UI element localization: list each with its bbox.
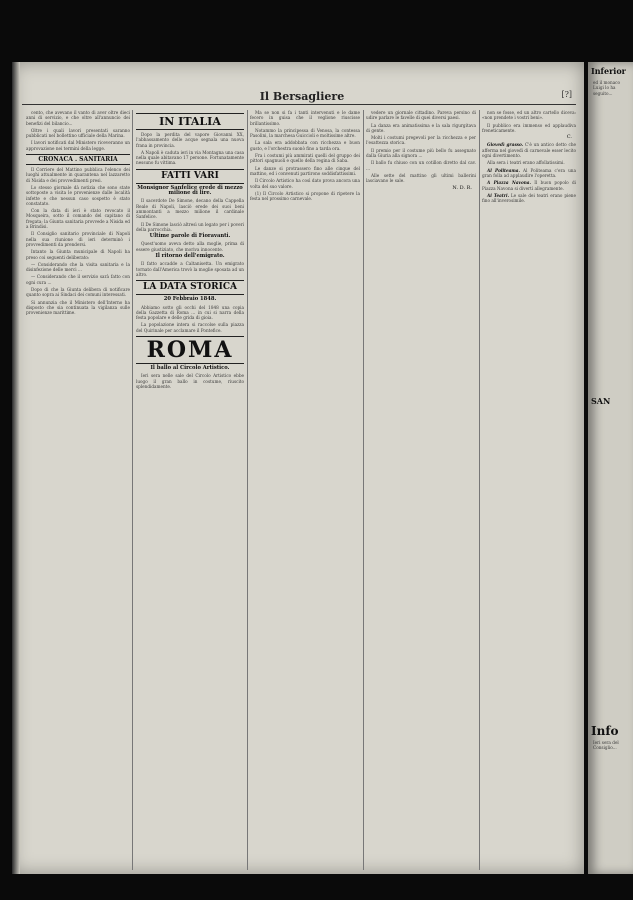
subheading: Ultime parole di Fioravanti. bbox=[149, 233, 231, 240]
footnote: (1) Il Circolo Artistico si propone di ripetere la festa nel prossimo carnevale. bbox=[250, 190, 360, 202]
column-rule bbox=[479, 110, 480, 870]
paragraph: cento, che avevano il vanto di aver oltre dieci anni di servizio, e che oltre all'annuncio dei benefizi del bilancio... bbox=[26, 110, 130, 126]
section-heading: ROMA bbox=[136, 336, 244, 364]
paragraph: Ma se non si fa i tanti intervenuti e le dame fecero in guisa che il veglione riuscisse brillantissimo. bbox=[250, 110, 360, 126]
subheading: Monsignor Sanfelice erede di mezzo milione di lire. bbox=[137, 184, 243, 197]
paragraph: Il fatto accadde a Caltanisetta. Un emigrato tornato dall'America trovò la moglie sposata ad un altro. bbox=[136, 261, 244, 277]
scan-edge bbox=[12, 62, 20, 874]
paragraph: vedere un giornale cittadino. Pareva persino di udire parlare le favelle di quei diversi paesi. bbox=[366, 110, 476, 121]
paragraph: Alle sette del mattino gli ultimi ballerini lasciavano le sale. bbox=[366, 172, 476, 184]
paragraph: Il buon popolo di Piazza Navona si divertì allegramente. bbox=[482, 180, 576, 191]
paragraph: Il ballo fu chiuso con un cotillon diretto dal cav. ... bbox=[366, 160, 476, 171]
paragraph: A Napoli è caduta ieri in via Montagna una casa nella quale abitavano 17 persone. Fortunatamente nessuno fu vittima. bbox=[136, 149, 244, 166]
strip-heading: Inferior bbox=[591, 66, 626, 76]
paragraph: Al Politeama c'era una gran folla ad applaudire l'operetta. bbox=[482, 167, 576, 178]
inline-heading: Ai Teatri. bbox=[487, 192, 510, 198]
paragraph: Lo stesso giornale dà notizia che sono state sottoposte a visita le provenienze dalle località infette e che nessun caso sospetto è stato constatato. bbox=[26, 184, 130, 206]
subheading: Il ritorno dell'emigrato. bbox=[155, 253, 225, 260]
corner-mark: [?] bbox=[561, 90, 572, 99]
strip-paragraph: Ieri sera del Consiglio... bbox=[593, 739, 619, 751]
header-rule bbox=[22, 104, 576, 105]
paragraph: Quest'uomo aveva detto alla moglie, prima di essere giustiziato, che moriva innocente. bbox=[136, 241, 244, 252]
paragraph: — Considerando che la visita sanitaria e la disinfezione delle merci ... bbox=[26, 261, 130, 273]
column-1 bbox=[26, 110, 130, 870]
column-3 bbox=[250, 110, 360, 870]
strip-paragraph: ed il monaco Luigi lo ha seguito... bbox=[593, 80, 621, 96]
inline-heading: A Piazza Navona. bbox=[487, 180, 531, 186]
paragraph: Il De Simone lasciò altresì un legato per i poveri della parrocchia. bbox=[136, 221, 244, 232]
adjacent-page-strip bbox=[588, 62, 633, 874]
paragraph: Ieri sera nelle sale del Circolo Artistico ebbe luogo il gran ballo in costume, riuscito splendidamente. bbox=[136, 373, 244, 389]
paragraph: Le danze si protrassero fino alle cinque del mattino, ed i convenuti partirono soddisfattissimi. bbox=[250, 165, 360, 176]
paragraph: Alla sera i teatri erano affollatissimi. bbox=[487, 160, 565, 166]
paragraph: Si annunzia che il Ministero dell'Interno ha disposto che sia continuata la vigilanza sulle provenienze marittime. bbox=[26, 299, 130, 316]
paragraph: I lavori notificati dal Ministero riceveranno un approvazione nei termini della legge. bbox=[26, 140, 130, 151]
subheading: 20 Febbraio 1848. bbox=[163, 296, 217, 303]
inline-heading: Giovedì grasso. bbox=[487, 142, 524, 148]
column-4 bbox=[366, 110, 476, 870]
strip-heading: SAN bbox=[591, 395, 611, 406]
paragraph: Abbiamo sotto gli occhi del 1848 una copia della Gazzetta di Roma ... in cui si narra della festa popolare e delle grida di gioia. bbox=[136, 304, 244, 321]
column-5 bbox=[482, 110, 576, 870]
masthead: Il Bersagliere bbox=[259, 90, 345, 103]
paragraph: Il Corriere del Mattino pubblica l'elenco dei luoghi attualmente in quarantena nel lazzaretto di Nisida e dei provvedimenti presi. bbox=[26, 167, 130, 183]
column-rule bbox=[363, 110, 364, 870]
paragraph: La sala era addobbata con ricchezza e buon gusto, e l'orchestra suonò fino a tarda ora. bbox=[250, 140, 360, 151]
paragraph: C'è un antico detto che afferma nel giovedì di carnevale esser lecito ogni divertimento. bbox=[482, 142, 576, 159]
paragraph: — Considerando che il servizio sarà fatto con ogni cura ... bbox=[26, 274, 130, 285]
paragraph: Dopo la perdita del vapore Giovanni XX, l'abbassamento delle acque segnala una nuova frana in provincia. bbox=[136, 132, 244, 148]
paragraph: Dopo di che la Giunta delibera di notificare quanto sopra ai Sindaci dei comuni interessati. bbox=[26, 287, 130, 298]
section-heading: FATTI VARI bbox=[136, 169, 244, 184]
paragraph: Il Circolo Artistico ha così dato prova ancora una volta del suo valore. bbox=[250, 178, 360, 189]
paragraph: La popolazione intera si raccolse sulla piazza del Quirinale per acclamare il Pontefice. bbox=[136, 322, 244, 333]
paragraph: Il sacerdote De Simone, decano della Cappella Reale di Napoli, lasciò erede dei suoi beni ammontanti a mezzo milione il cardinale Sanfelice. bbox=[136, 198, 244, 220]
paragraph: Il Consiglio sanitario provinciale di Napoli nella sua riunione di ieri determinò i provvedimenti da prendersi. bbox=[26, 231, 130, 247]
paragraph: Il premio per il costume più bello fu assegnato dalla Giuria alla signora ... bbox=[366, 147, 476, 159]
paragraph: Oltre i quali lavori presentati saranno pubblicati nel bollettino ufficiale della Marina. bbox=[26, 127, 130, 139]
paragraph: La danza era animatissima e la sala rigurgitava di gente. bbox=[366, 122, 476, 133]
paragraph: non se fosse, ed un altro cartello diceva: «non prendete i vostri beni». bbox=[482, 110, 576, 121]
subheading: Il ballo al Circolo Artistico. bbox=[150, 365, 230, 372]
inline-heading: Al Politeama. bbox=[487, 167, 520, 173]
strip-heading: Info bbox=[591, 723, 619, 738]
column-2 bbox=[136, 110, 244, 870]
section-heading: IN ITALIA bbox=[136, 113, 244, 130]
paragraph: Fra i costumi più ammirati quelli del gruppo dei pittori spagnuoli e quello della regina di Saba. bbox=[250, 153, 360, 164]
paragraph: Molti i costumi pregevoli per la ricchezza e per l'esattezza storica. bbox=[366, 135, 476, 146]
column-rule bbox=[132, 110, 133, 870]
section-heading: CRONACA . SANITARIA bbox=[26, 154, 130, 165]
section-heading: LA DATA STORICA bbox=[136, 280, 244, 295]
signature: C. bbox=[566, 134, 572, 141]
signature: N. D. R. bbox=[452, 184, 472, 191]
newspaper-page bbox=[12, 62, 584, 874]
paragraph: Il pubblico era immenso ed applaudiva freneticamente. bbox=[482, 122, 576, 133]
column-rule bbox=[247, 110, 248, 870]
paragraph: Intanto la Giunta municipale di Napoli ha preso coi seguenti deliberato: bbox=[26, 249, 130, 260]
paragraph: Le sale dei teatri erano piene fino all'inverosimile. bbox=[482, 192, 576, 204]
paragraph: Notammo la principessa di Venosa, la contessa Pasolini, la marchesa Guiccioli e moltissime altre. bbox=[250, 127, 360, 139]
paragraph: Con la data di ieri è stato revocato il Mosqueira, sotto il comando del capitano di fregata; la Giunta sanitaria provvede a Nisida ed a Brindisi. bbox=[26, 208, 130, 230]
